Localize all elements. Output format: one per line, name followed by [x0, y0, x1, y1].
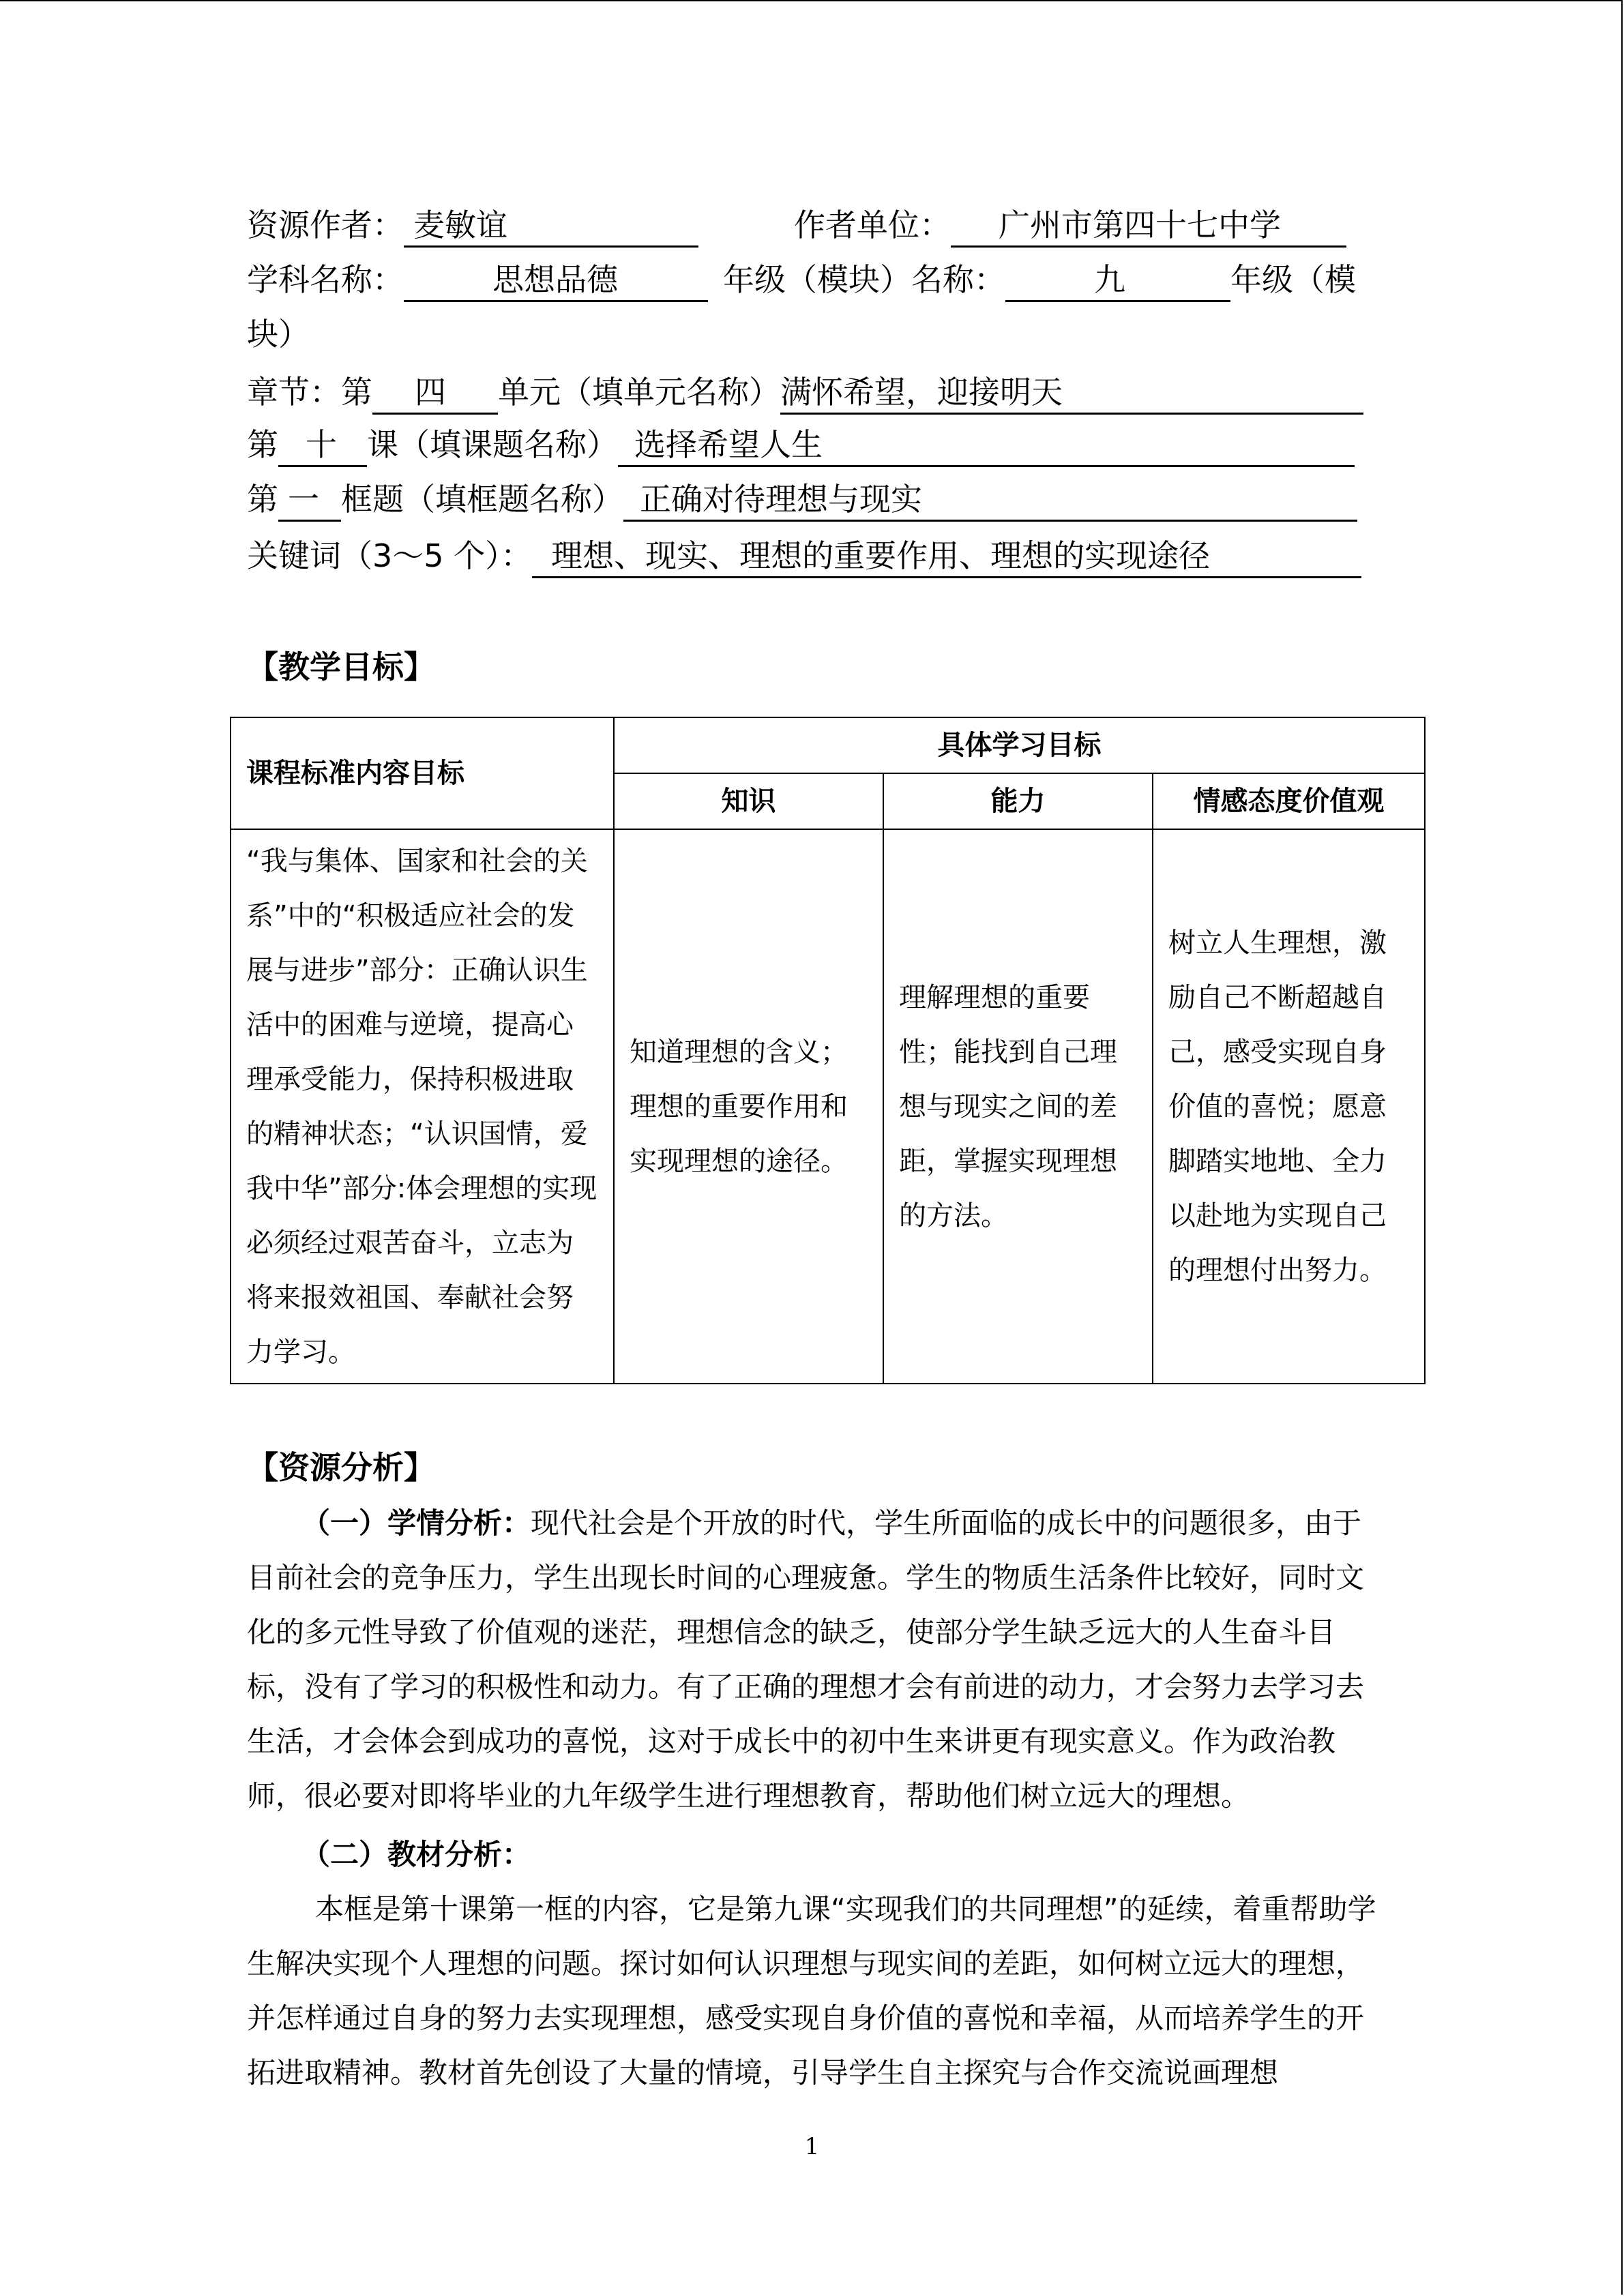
frame-name: 正确对待理想与现实 — [623, 479, 1357, 522]
grade-suffix-2: 块） — [247, 316, 310, 353]
goals-table — [230, 717, 1426, 1384]
frame-mid: 框题（填框题名称） — [341, 481, 623, 518]
chapter-number: 四 — [372, 372, 498, 415]
standard-cell: “我与集体、国家和社会的关系”中的“积极适应社会的发展与进步”部分：正确认识生活中的困难与逆境，提高心理承受能力，保持积极进取的精神状态；“认识国情，爱我中华”部分:体会理想的实现必须经过艰苦奋斗，立志为将来报效祖国、奉献社会努力学习。 — [231, 829, 614, 1384]
lesson-number: 十 — [278, 424, 367, 467]
grade-field: 九 — [1005, 259, 1230, 302]
lesson-prefix: 第 — [247, 426, 278, 463]
frame-prefix: 第 — [247, 481, 278, 518]
col-standard-header: 课程标准内容目标 — [231, 717, 614, 829]
knowledge-cell: 知道理想的含义；理想的重要作用和实现理想的途径。 — [614, 829, 883, 1384]
lesson-name: 选择希望人生 — [618, 424, 1355, 467]
col-ability-header: 能力 — [883, 773, 1153, 829]
unit-label: 作者单位： — [794, 207, 951, 243]
author-line — [247, 205, 1346, 248]
chapter-name: 满怀希望，迎接明天 — [780, 372, 1363, 415]
keywords-label: 关键词（3～5 个）： — [247, 537, 533, 574]
grade-suffix-line — [247, 314, 310, 355]
col-specific-header: 具体学习目标 — [614, 717, 1425, 773]
frame-line — [247, 479, 1357, 522]
chapter-mid: 单元（填单元名称） — [498, 374, 780, 411]
unit-field: 广州市第四十七中学 — [951, 205, 1346, 248]
grade-label: 年级（模块）名称： — [723, 261, 1005, 298]
author-field: 麦敏谊 — [404, 205, 698, 248]
ability-cell: 理解理想的重要性；能找到自己理想与现实之间的差距，掌握实现理想的方法。 — [883, 829, 1153, 1384]
subject-label: 学科名称： — [247, 261, 404, 298]
material-analysis-title: （二）教材分析： — [301, 1838, 531, 1871]
col-knowledge-header: 知识 — [614, 773, 883, 829]
chapter-prefix: 章节：第 — [247, 374, 372, 411]
page-number: 1 — [804, 2133, 820, 2160]
grade-suffix: 年级（模 — [1230, 261, 1356, 298]
goals-heading: 【教学目标】 — [247, 648, 435, 685]
learner-analysis-text: 现代社会是个开放的时代，学生所面临的成长中的问题很多，由于目前社会的竞争压力，学生出现长时间的心理疲惫。学生的物质生活条件比较好，同时文化的多元性导致了价值观的迷茫，理想信念的缺乏，使部分学生缺乏远大的人生奋斗目标，没有了学习的积极性和动力。有了正确的理想才会有前进的动力，才会努力去学习去生活，才会体会到成功的喜悦，这对于成长中的初中生来讲更有现实意义。作为政治教师，很必要对即将毕业的九年级学生进行理想教育，帮助他们树立远大的理想。 — [247, 1506, 1365, 1813]
learner-analysis-paragraph — [247, 1496, 1379, 1823]
material-analysis-paragraph: 本框是第十课第一框的内容，它是第九课“实现我们的共同理想”的延续，着重帮助学生解决实现个人理想的问题。探讨如何认识理想与现实间的差距，如何树立远大的理想，并怎样通过自身的努力去实现理想，感受实现自身价值的喜悦和幸福，从而培养学生的开拓进取精神。教材首先创设了大量的情境，引导学生自主探究与合作交流说画理想 — [247, 1892, 1376, 2089]
analysis-heading: 【资源分析】 — [247, 1449, 435, 1486]
material-analysis-title-line — [247, 1828, 1379, 1882]
keywords-line — [247, 535, 1361, 578]
emotion-cell: 树立人生理想，激励自己不断超越自己，感受实现自身价值的喜悦；愿意脚踏实地地、全力以赴地为实现自己的理想付出努力。 — [1153, 829, 1425, 1384]
keywords-field: 理想、现实、理想的重要作用、理想的实现途径 — [532, 535, 1361, 578]
frame-number: 一 — [278, 479, 341, 522]
learner-analysis-title: （一）学情分析： — [301, 1506, 531, 1540]
lesson-mid: 课（填课题名称） — [367, 426, 618, 463]
subject-line — [247, 259, 1356, 302]
chapter-line — [247, 372, 1363, 415]
col-emotion-header: 情感态度价值观 — [1153, 773, 1425, 829]
author-label: 资源作者： — [247, 207, 404, 243]
subject-field: 思想品德 — [404, 259, 708, 302]
lesson-line — [247, 424, 1355, 467]
